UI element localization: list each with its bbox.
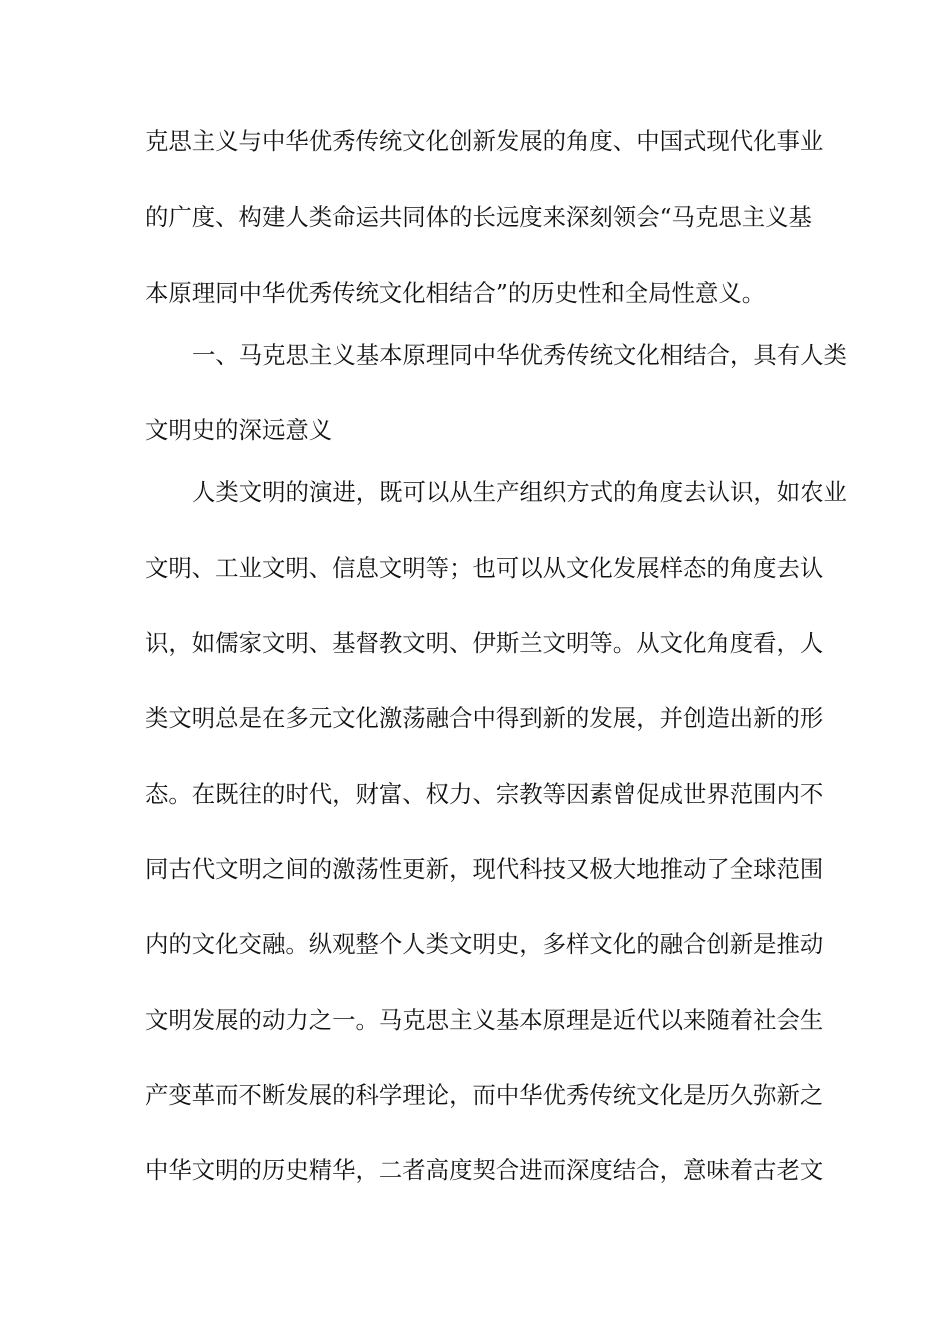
section-heading-line-end: 文明史的深远意义 xyxy=(145,416,333,444)
paragraph-line: 类文明总是在多元文化激荡融合中得到新的发展，并创造出新的形 xyxy=(145,704,824,732)
paragraph-line: 内的文化交融。纵观整个人类文明史，多样文化的融合创新是推动 xyxy=(145,930,824,958)
paragraph-line: 文明发展的动力之一。马克思主义基本原理是近代以来随着社会生 xyxy=(145,1006,824,1034)
text-line-continuation: 的广度、构建人类命运共同体的长远度来深刻领会“马克思主义基 xyxy=(145,203,812,231)
paragraph-line: 态。在既往的时代，财富、权力、宗教等因素曾促成世界范围内不 xyxy=(145,780,824,808)
paragraph-first-line: 人类文明的演进，既可以从生产组织方式的角度去认识，如农业 xyxy=(192,478,847,506)
paragraph-line: 识，如儒家文明、基督教文明、伊斯兰文明等。从文化角度看，人 xyxy=(145,629,824,657)
section-heading-line: 一、马克思主义基本原理同中华优秀传统文化相结合，具有人类 xyxy=(192,341,847,369)
paragraph-line: 同古代文明之间的激荡性更新，现代科技又极大地推动了全球范围 xyxy=(145,855,824,883)
text-line-continuation: 克思主义与中华优秀传统文化创新发展的角度、中国式现代化事业 xyxy=(145,127,824,155)
paragraph-line: 产变革而不断发展的科学理论，而中华优秀传统文化是历久弥新之 xyxy=(145,1081,824,1109)
paragraph-line: 中华文明的历史精华，二者高度契合进而深度结合，意味着古老文 xyxy=(145,1156,824,1184)
text-line-paragraph-end: 本原理同中华优秀传统文化相结合”的历史性和全局性意义。 xyxy=(145,279,766,307)
paragraph-line: 文明、工业文明、信息文明等；也可以从文化发展样态的角度去认 xyxy=(145,554,824,582)
